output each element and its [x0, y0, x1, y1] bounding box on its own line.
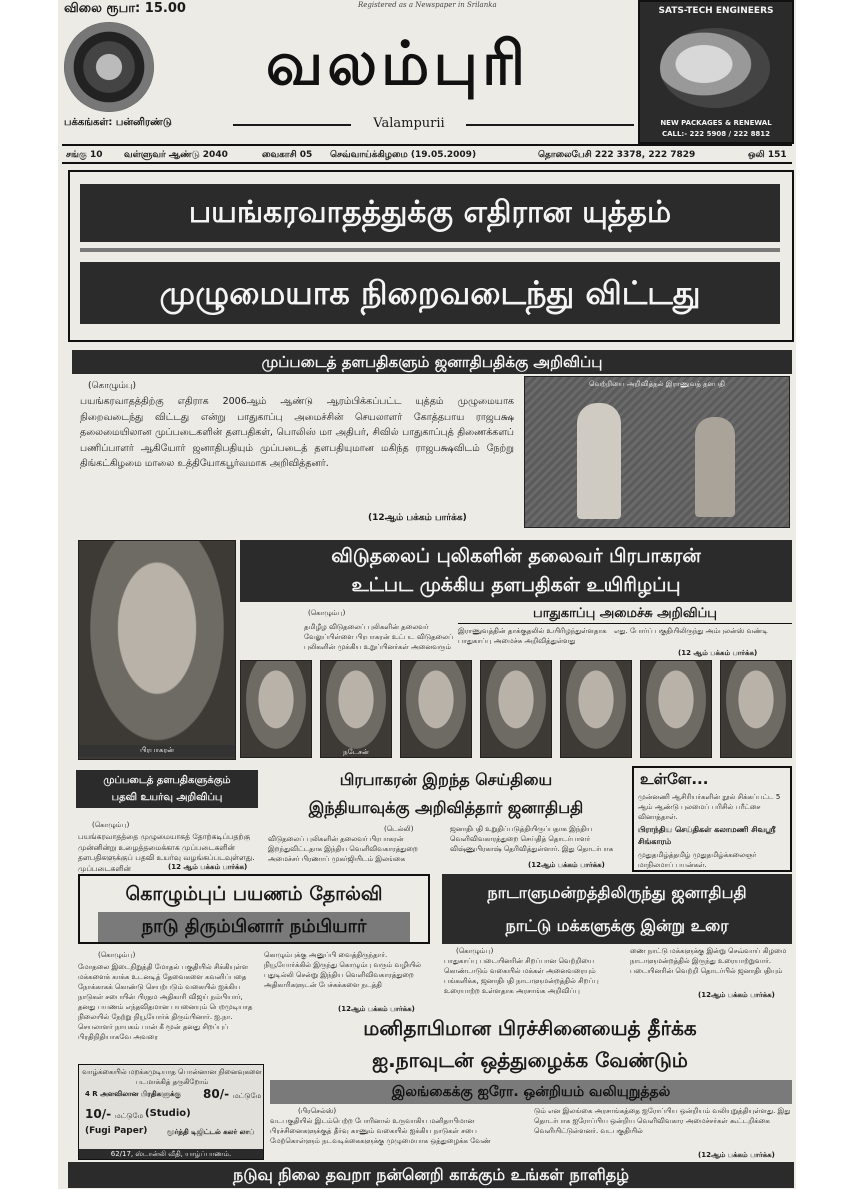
story4-dateline: (டெல்லி)	[384, 825, 414, 833]
story1-continued[interactable]: (12ஆம் பக்கம் பார்க்க)	[368, 513, 467, 523]
footer-slogan: நடுவு நிலை தவறா நன்னெறி காக்கும் உங்கள் நாளிதழ்	[68, 1162, 794, 1188]
story2-subtitle: பாதுகாப்பு அமைச்சு அறிவிப்பு	[458, 604, 792, 624]
commander-photo-caption	[241, 747, 311, 757]
story4-col2: ஜனாதிபதி உறுதிப்படுத்தியிருப்பதாக இந்திய வெளிவிவகாரத்துறை செய்தித் தொடர்பாளர் விஷ்ணுபிரகாஷ் தெரிவித்துள்ளார். இது தொடர்பாக	[450, 825, 614, 853]
registration-note: Registered as a Newspaper in Srilanka	[358, 1, 497, 9]
ad-tagline-2: படமாக்கித் தருகிறோம்	[135, 1078, 209, 1086]
ad-address: 62/17, ஸ்டான்லி வீதி, யாழ்ப்பாணம்.	[79, 1149, 263, 1159]
story3-title-line-1: முப்படைத் தளபதிகளுக்கும்	[103, 775, 231, 786]
story4-continued[interactable]: (12ஆம் பக்கம் பார்க்க)	[528, 861, 605, 869]
inside-item-2[interactable]: பிராந்திய செய்திகள் கலாமணி சிவஸ்ரீ சிங்காரம்	[638, 825, 776, 846]
ad-line-1: NEW PACKAGES & RENEWAL	[660, 119, 772, 127]
headline-line-2: முழுமையாக நிறைவடைந்து விட்டது	[80, 262, 780, 324]
inside-title: உள்ளே...	[640, 770, 709, 788]
commander-photo	[400, 660, 472, 758]
story6-title-line-1: நாடாளுமன்றத்திலிருந்து ஜனாதிபதி	[487, 883, 747, 902]
story3-title-box	[76, 770, 258, 808]
story4-col1: விடுதலைப் புலிகளின் தலைவர் பிரபாகரன் இறந்துவிட்டதாக இந்திய வெளிவிவகாரத்துறை அமைச்சர் பிரணாப் முகர்ஜியிடம் இலங்கை	[268, 835, 418, 863]
dateline-year: வள்ளுவர் ஆண்டு 2040	[124, 150, 228, 160]
commander-photo	[640, 660, 712, 758]
ad-tagline-3: 4 R அளவிலான பிரதிகளுக்கு	[85, 1090, 181, 1098]
story2-col2: இராணுவத்தின் தாக்குதலில் உயிரிழந்துள்ளதாக பாதுகாப்பு அமைச்சு அறிவித்துள்ளது	[458, 627, 607, 645]
ad-shop-name: மூர்த்தி டிஜிட்டல் கலர் லாப்	[167, 1128, 255, 1136]
story3-continued[interactable]: (12 ஆம் பக்கம் பார்க்க)	[168, 863, 248, 871]
story6-col1: பாதுகாப்பு படையினரின் சிறப்பான வெற்றியை கொண்டாடும் வகையில் மக்கள் அனைவரையும் பங்களிக்க, ஜனாதிபதி நாடாளுமன்றத்தில் சிறப்பு உரையாற்ற உள்ளதாக அரசாங்க அறிவிப்பு	[444, 957, 599, 995]
story4-title-line-2: இந்தியாவுக்கு அறிவித்தார் ஜனாதிபதி	[308, 798, 584, 817]
photo-studio-ad	[78, 1064, 264, 1160]
ad-price-1: 80/-	[203, 1087, 230, 1101]
story6-col2: ணை நாட்டு மக்களுக்கு இன்று செவ்வாய் கிழமை நாடாளுமன்றத்தில் இருந்து உரையாற்றுவார். படையினரின் வெற்றி தொடர்பில் ஜனாதிபதியும்	[630, 947, 787, 975]
headline-divider	[80, 248, 780, 252]
portrait-caption: பிரபாகரன்	[79, 745, 235, 757]
commander-photo-caption	[401, 747, 471, 757]
story5-title-line-1: கொழும்புப் பயணம் தோல்வி	[125, 883, 383, 905]
story2-col3: எது. போர்ப் பகுதியிலிருந்து அம்புலன்ஸ் வண்டி	[614, 627, 768, 635]
commander-photo	[320, 660, 392, 758]
ad-fugi-label: (Fugi Paper)	[85, 1126, 148, 1136]
story7-title-line-1: மனிதாபிமான பிரச்சினையைத் தீர்க்க	[363, 1016, 697, 1040]
commander-photo	[560, 660, 632, 758]
story7-subtitle: இலங்கைக்கு ஐரோ. ஒன்றியம் வலியுறுத்தல்	[270, 1080, 792, 1104]
prabhakaran-portrait	[78, 540, 236, 760]
inside-item-1[interactable]: முன்னணி ஆசிரியர்களின் நூல் சிக்கப்பட்ட 5 ஆம் ஆண்டு புலமைப் பரிசில் பரீட்சை வினாத்தாள்.	[638, 793, 781, 821]
story1-photo-figure-2	[695, 417, 735, 517]
commander-photo	[240, 660, 312, 758]
commander-photo	[480, 660, 552, 758]
headline-line-1: பயங்கரவாதத்துக்கு எதிரான யுத்தம்	[80, 184, 780, 242]
story7-col2: டும் என இலங்கை அரசாங்கத்தை ஐரோப்பிய ஒன்றியம் வலியுறுத்தியுள்ளது. இது தொடர்பாக ஐரோப்பிய ஒன்றிய வெளிவிவகார அமைச்சர்கள் கூட்டறிக்கை வெளியிட்டுள்ளனர். வடபகுதியில்	[534, 1107, 791, 1135]
ad-line-2: CALL:- 222 5908 / 222 8812	[661, 130, 771, 138]
inside-item-3[interactable]: முதுதமிழ்த்தமிழ் முதுதமிழ்க்கலைஞர் மாநிலமாப் பயன்கள்.	[638, 851, 757, 869]
masthead-rule-right	[466, 124, 634, 126]
story6-dateline: (கொழும்பு)	[456, 947, 494, 955]
dateline-bar	[62, 144, 792, 164]
ad-studio-label: (Studio)	[145, 1108, 191, 1119]
story4-title-line-1: பிரபாகரன் இறந்த செய்தியை	[339, 770, 553, 789]
conch-logo-icon	[64, 22, 154, 112]
story3-title-line-2: பதவி உயர்வு அறிவிப்பு	[111, 792, 223, 803]
story6-title-box	[442, 874, 792, 944]
story7-col1: வடபகுதியில் இடம்பெற்ற போரினால் உருவாகிய மனிதாபிமான பிரச்சினைகளுக்குத் தீர்வு காணும் வகையில் ஐக்கிய நாடுகள் சபை மேற்கொள்ளும் நடவடிக்கைகளுக்கு முழுமையாக ஒத்துழைக்க வேண்	[270, 1117, 491, 1145]
ad-price-1-unit: மட்டுமே	[233, 1092, 262, 1100]
story5-col2: கொழும்புக்கு அனுப்பி வைத்திருந்தார். நியூயோர்க்கில் இருந்து கொழும்பு வரும் வழியில் புதுடில்லி சென்று இந்திய வெளிவிவகாரத்துறை அதிகாரிகளுடன் பேச்சுக்களை நடத்தி	[264, 951, 422, 989]
story6-title-line-2: நாட்டு மக்களுக்கு இன்று உரை	[505, 916, 729, 935]
masthead-title: வலம்புரி	[265, 29, 530, 99]
newspaper-page	[58, 0, 796, 1189]
ad-tagline-1: வாழ்க்கையில் மறக்கமுடியாத பொன்னான நினைவுகளை	[82, 1068, 262, 1076]
commander-photo-caption: நடேசன்	[343, 748, 369, 756]
story1-photo-caption: வெற்றியை அறிவித்தல் இராணுவத் தளபதி	[589, 380, 725, 388]
commander-photo-caption	[481, 747, 551, 757]
story2-title-line-1: விடுதலைப் புலிகளின் தலைவர் பிரபாகரன்	[331, 545, 701, 567]
story2-dateline: (கொழும்பு)	[308, 609, 346, 617]
story2-title-box	[240, 540, 792, 602]
commander-photo-caption	[641, 747, 711, 757]
story7-continued[interactable]: (12ஆம் பக்கம் பார்க்க)	[698, 1151, 775, 1159]
story1-body: பயங்கரவாதத்திற்கு எதிராக 2006ஆம் ஆண்டு ஆரம்பிக்கப்பட்ட யுத்தம் முழுமையாக நிறைவடைந்து விட்டது என்று பாதுகாப்பு அமைச்சின் செயலாளர் கோத்தபாய ராஜபக்ஷ தலைமையிலான முப்படைகளின் தளபதிகள், பொலிஸ் மா அதிபர், சிவில் பாதுகாப்புத் திணைக்களப் பணிப்பாளர் ஆகியோர் ஜனாதிபதியும் முப்படைத் தளபதியுமான மகிந்த ராஜபக்ஷவிடம் நேற்று திங்கட்கிழமை மாலை உத்தியோகபூர்வமாக அறிவித்தனர்.	[80, 396, 514, 469]
story2-col1: தமிழீழ விடுதலைப் புலிகளின் தலைவர் வேலுப்பிள்ளை பிரபாகரன் உட்பட விடுதலைப் புலிகளின் முக்கிய உறுப்பினர்கள் அனைவரும்	[304, 623, 454, 651]
story3-dateline: (கொழும்பு)	[92, 821, 130, 829]
story5-title-line-2: நாடு திரும்பினார் நம்பியார்	[98, 912, 410, 942]
dateline-month: வைகாசி 05	[262, 150, 313, 160]
story7-dateline: (பிரசெல்ஸ்)	[298, 1107, 337, 1115]
dateline-issue: ஒலி 151	[748, 150, 787, 160]
sats-tech-ad	[638, 0, 794, 144]
story5-col1: மோதலை இடைநிறுத்தி மோதல் பகுதியில் சிக்கியுள்ள மக்களைக் காக்க உடனடித் தேவைகளை கவனிப்பதை நோக்காகக் கொண்டு செயற்படும் வகையில் ஐக்கிய நாடுகள் சபையின் பிரதம அதிகாரி விஜய் நம்பியார், தனது பயணம் எந்தவிதமான பயனையும் பெறமுடியாத நிலையில் நேற்று நியூயோர்க் திரும்பினார். ஐ.நா. செயலாளர் நாயகம் பான் கீ மூன் தனது சிறப்புப் பிரதிநிதியாகவே அவரை	[78, 963, 253, 1041]
ad-title: SATS-TECH ENGINEERS	[658, 6, 774, 16]
story5-dateline: (கொழும்பு)	[98, 951, 136, 959]
story2-continued[interactable]: (12 ஆம் பக்கம் பார்க்க)	[678, 649, 758, 657]
inside-box	[632, 766, 792, 872]
story7-title-line-2: ஐ.நாவுடன் ஒத்துழைக்க வேண்டும்	[372, 1048, 688, 1072]
dateline-phone: தொலைபேசி 222 3378, 222 7829	[538, 150, 696, 160]
commander-photo	[720, 660, 792, 758]
commander-photo-caption	[561, 747, 631, 757]
commander-photos-row	[240, 660, 792, 760]
story2-title-line-2: உட்பட முக்கிய தளபதிகள் உயிரிழப்பு	[351, 574, 681, 596]
satellite-dish-icon	[660, 28, 770, 108]
price-label: விலை ரூபா: 15.00	[64, 1, 186, 16]
story5-continued[interactable]: (12ஆம் பக்கம் பார்க்க)	[338, 1005, 415, 1013]
page-count: பக்கங்கள்: பன்னிரண்டு	[64, 117, 172, 128]
ad-price-2-unit: மட்டுமே	[115, 1112, 144, 1120]
story1-title: முப்படைத் தளபதிகளும் ஜனாதிபதிக்கு அறிவிப்பு	[72, 350, 792, 374]
story6-continued[interactable]: (12ஆம் பக்கம் பார்க்க)	[698, 991, 775, 999]
story1-dateline: (கொழும்பு)	[88, 381, 137, 391]
story3-body: பயங்கரவாதத்தை முழுமையாகத் தோற்கடிப்பதற்கு முன்னின்று உழைத்தமைக்காக முப்படைகளின் தளபதிகளுக்குப் பதவி உயர்வு வழங்கப்படவுள்ளது. முப்படைகளின்	[78, 832, 255, 873]
commander-photo-caption	[721, 747, 791, 757]
story5-title-box	[78, 874, 430, 944]
masthead-rule-left	[233, 124, 351, 126]
dateline-day: செவ்வாய்க்கிழமை (19.05.2009)	[330, 150, 477, 160]
ad-price-2: 10/-	[85, 1107, 112, 1121]
masthead-subtitle: Valampurii	[373, 116, 445, 131]
dateline-volume: சங்கு 10	[66, 150, 103, 160]
story1-photo	[524, 376, 790, 528]
main-headline-box	[68, 170, 794, 342]
story1-photo-figure	[577, 403, 621, 519]
